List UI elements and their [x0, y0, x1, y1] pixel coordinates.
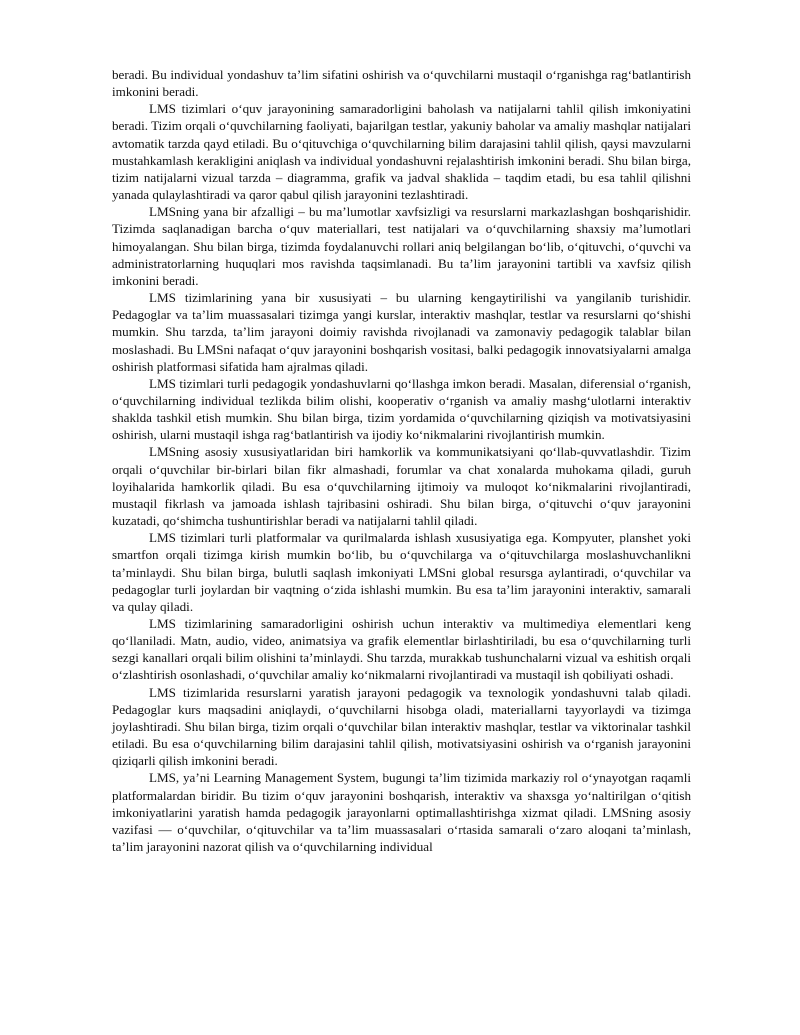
paragraph: LMS tizimlari o‘quv jarayonining samaradorligini baholash va natijalarni tahlil qilish imkoniyatini beradi. Tizim orqali o‘quvchilarning faoliyati, bajarilgan testlar, yakuniy baholar va amaliy mashqlar natijalari avtomatik tarzda qayd etiladi. Bu o‘qituvchiga o‘quvchilarning bilim darajasini tahlil qilish, qaysi mavzularni mustahkamlash kerakligini aniqlash va individual yondashuvni rejalashtirish imkonini beradi. Shu bilan birga, tizim natijalarni vizual tarzda – diagramma, grafik va jadval shaklida – taqdim etadi, bu esa tahlil qilishni yanada qulaylashtiradi va qaror qabul qilish jarayonini tezlashtiradi.: [112, 101, 691, 203]
paragraph: LMS tizimlari turli pedagogik yondashuvlarni qo‘llashga imkon beradi. Masalan, diferensial o‘rganish, o‘quvchilarning individual tezlikda bilim olishi, kooperativ o‘rganish va amaliy mashg‘ulotlarni interaktiv shaklda tashkil etish mumkin. Shu bilan birga, tizim yordamida o‘quvchilarning qiziqish va motivatsiyasini oshirish, ularni mustaqil ishga rag‘batlantirish va ijodiy ko‘nikmalarini rivojlantirish mumkin.: [112, 375, 691, 443]
paragraph: LMSning asosiy xususiyatlaridan biri hamkorlik va kommunikatsiyani qo‘llab-quvvatlashdir. Tizim orqali o‘quvchilar bir-birlari bilan fikr almashadi, forumlar va chat xonalarda muhokama qiladi, guruh loyihalarida hamkorlik qiladi. Bu esa o‘quvchilarning ijtimoiy va muloqot ko‘nikmalarini rivojlantiradi, mustaqil fikrlash va jamoada ishlash tajribasini oshiradi. Shu bilan birga, o‘qituvchi o‘quv jarayonini kuzatadi, qo‘shimcha tushuntirishlar beradi va natijalarni tahlil qiladi.: [112, 444, 691, 529]
paragraph: LMS, ya’ni Learning Management System, bugungi ta’lim tizimida markaziy rol o‘ynayotgan raqamli platformalardan biridir. Bu tizim o‘quv jarayonini boshqarish, interaktiv va shaxsga yo‘naltirilgan o‘qitish imkoniyatlarini yaratish hamda pedagogik jarayonlarni optimallashtirishga xizmat qiladi. LMSning asosiy vazifasi — o‘quvchilar, o‘qituvchilar va ta’lim muassasalari o‘rtasida samarali o‘zaro aloqani ta’minlash, ta’lim jarayonini nazorat qilish va o‘quvchilarning individual: [112, 770, 691, 855]
paragraph: LMS tizimlarida resurslarni yaratish jarayoni pedagogik va texnologik yondashuvni talab qiladi. Pedagoglar kurs maqsadini aniqlaydi, o‘quvchilarni hisobga oladi, materiallarni tayyorlaydi va tizimga joylashtiradi. Shu bilan birga, tizim orqali o‘quvchilar bilan interaktiv mashqlar, testlar va viktorinalar tashkil etiladi. Bu esa o‘quvchilarning bilim darajasini tahlil qilish, motivatsiyasini oshirish va o‘rganish jarayonini qiziqarli qilish imkonini beradi.: [112, 684, 691, 769]
paragraph: LMS tizimlarining samaradorligini oshirish uchun interaktiv va multimediya elementlari keng qo‘llaniladi. Matn, audio, video, animatsiya va grafik elementlar birlashtiriladi, bu esa o‘quvchilarning turli sezgi kanallari orqali bilim olishini ta’minlaydi. Shu tarzda, murakkab tushunchalarni vizual va eshitish orqali o‘zlashtirish osonlashadi, o‘quvchilar amaliy ko‘nikmalarni rivojlantiradi va mustaqil ish qobiliyati oshadi.: [112, 616, 691, 683]
paragraph-continuation: beradi. Bu individual yondashuv ta’lim sifatini oshirish va o‘quvchilarni mustaqil o‘rganishga rag‘batlantirish imkonini beradi.: [112, 67, 691, 100]
document-page: [112, 66, 691, 855]
paragraph: LMS tizimlarining yana bir xususiyati – bu ularning kengaytirilishi va yangilanib turishidir. Pedagoglar va ta’lim muassasalari tizimga yangi kurslar, interaktiv mashqlar, testlar va resurslarni qo‘shishi mumkin. Shu tarzda, ta’lim jarayoni doimiy ravishda rivojlanadi va zamonaviy pedagogik talablar bilan moslashadi. Bu LMSni nafaqat o‘quv jarayonini boshqarish vositasi, balki pedagogik innovatsiyalarni amalga oshirish platformasi sifatida ham ajralmas qiladi.: [112, 290, 691, 374]
paragraph: LMSning yana bir afzalligi – bu ma’lumotlar xavfsizligi va resurslarni markazlashgan boshqarishidir. Tizimda saqlanadigan barcha o‘quv materiallari, test natijalari va o‘quvchilarning shaxsiy ma’lumotlari himoyalangan. Shu bilan birga, tizimda foydalanuvchi rollari aniq belgilangan bo‘lib, o‘qituvchi, o‘quvchi va administratorlarning huquqlari mos ravishda taqsimlanadi. Bu ta’lim jarayonini tartibli va xavfsiz qilish imkonini beradi.: [112, 204, 691, 288]
paragraph: LMS tizimlari turli platformalar va qurilmalarda ishlash xususiyatiga ega. Kompyuter, planshet yoki smartfon orqali tizimga kirish mumkin bo‘lib, bu o‘quvchilarga va o‘qituvchilarga moslashuvchanlikni ta’minlaydi. Shu bilan birga, bulutli saqlash imkoniyati LMSni global resursga aylantiradi, o‘quvchilar va pedagoglar turli joylardan bir vaqtning o‘zida ishlashi mumkin. Bu esa ta’lim jarayonini interaktiv, samarali va qulay qiladi.: [112, 530, 691, 614]
